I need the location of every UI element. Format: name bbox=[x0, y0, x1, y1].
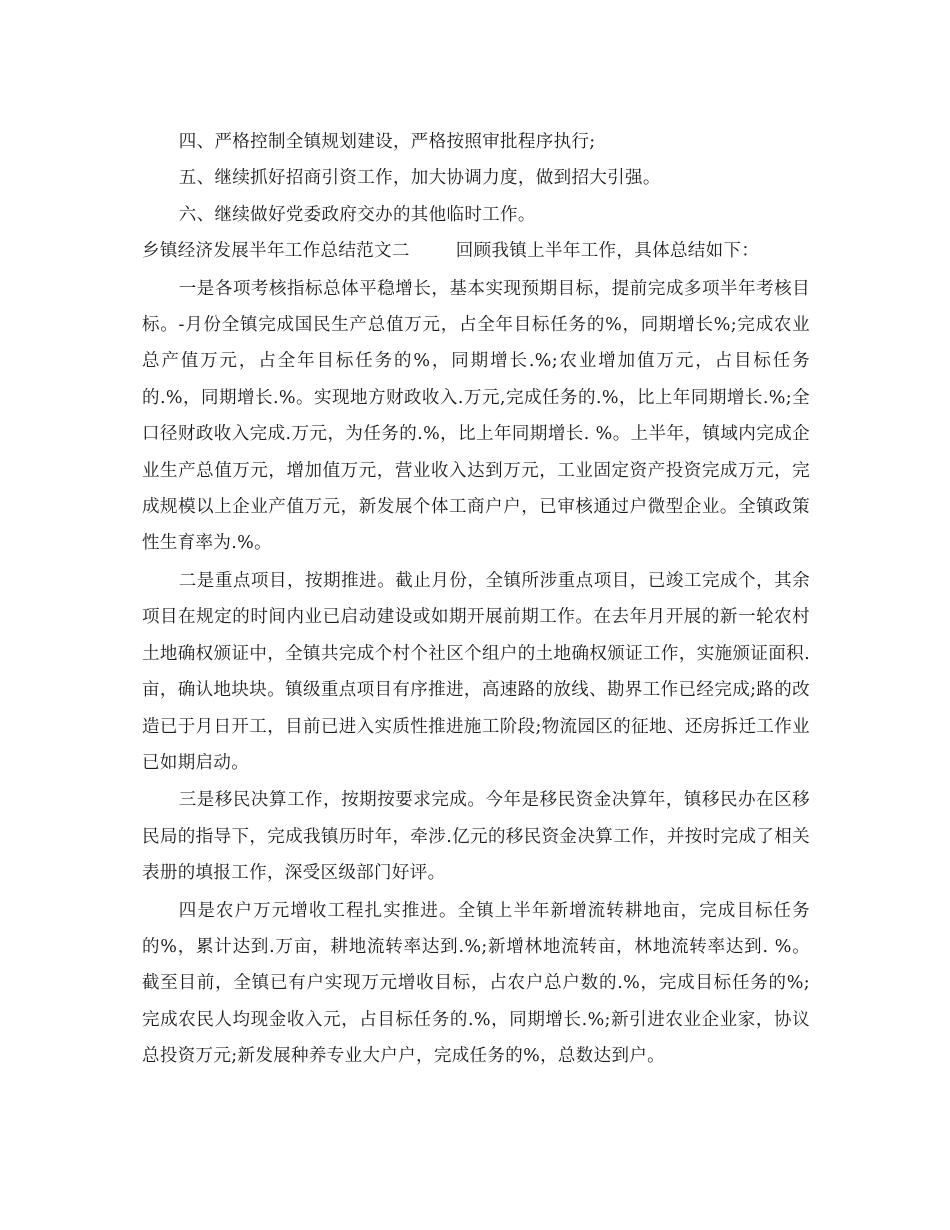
list-item-5: 五、继续抓好招商引资工作，加大协调力度，做到招大引强。 bbox=[178, 168, 661, 189]
list-item-6: 六、继续做好党委政府交办的其他临时工作。 bbox=[178, 204, 536, 225]
section-intro: 回顾我镇上半年工作，具体总结如下： bbox=[455, 241, 760, 262]
document-body bbox=[142, 124, 810, 1075]
section-heading-line bbox=[142, 233, 810, 269]
paragraph-indicators: 一是各项考核指标总体平稳增长，基本实现预期目标，提前完成多项半年考核目标。-月份全镇完成国民生产总值万元，占全年目标任务的%，同期增长%;完成农业总产值万元，占全年目标任务的%，同期增长.%;农业增加值万元，占目标任务的.%，同期增长.%。实现地方财政收入.万元,完成任务的.%，比上年同期增长.%;全口径财政收入完成.万元，为任务的.%，比上年同期增长. %。上半年，镇域内完成企业生产总值万元，增加值万元，营业收入达到万元，工业固定资产投资完成万元，完成规模以上企业产值万元，新发展个体工商户户，已审核通过户微型企业。全镇政策性生育率为.%。 bbox=[142, 278, 810, 554]
list-item-4: 四、严格控制全镇规划建设，严格按照审批程序执行; bbox=[178, 132, 596, 152]
paragraph-farmer-income: 四是农户万元增收工程扎实推进。全镇上半年新增流转耕地亩，完成目标任务的%，累计达到.万亩，耕地流转率达到.%;新增林地流转亩，林地流转率达到. %。截至目前，全镇已有户实现万元增收目标，占农户总户数的.%，完成目标任务的%;完成农民人均现金收入元，占目标任务的.%，同期增长.%;新引进农业企业家，协议总投资万元;新发展种养专业大户户，完成任务的%，总数达到户。 bbox=[142, 900, 810, 1067]
paragraph-migrant-settlement: 三是移民决算工作，按期按要求完成。今年是移民资金决算年，镇移民办在区移民局的指导下，完成我镇历时年，牵涉.亿元的移民资金决算工作，并按时完成了相关表册的填报工作，深受区级部门好评。 bbox=[142, 790, 810, 884]
section-title: 乡镇经济发展半年工作总结范文二 bbox=[142, 241, 410, 262]
paragraph-key-projects: 二是重点项目，按期推进。截止月份，全镇所涉重点项目，已竣工完成个，其余项目在规定的时间内业已启动建设或如期开展前期工作。在去年月开展的新一轮农村土地确权颁证中，全镇共完成个村个社区个组户的土地确权颁证工作，实施颁证面积.亩，确认地块块。镇级重点项目有序推进，高速路的放线、勘界工作已经完成;路的改造已于月日开工，目前已进入实质性推进施工阶段;物流园区的征地、还房拆迁工作业已如期启动。 bbox=[142, 570, 810, 773]
